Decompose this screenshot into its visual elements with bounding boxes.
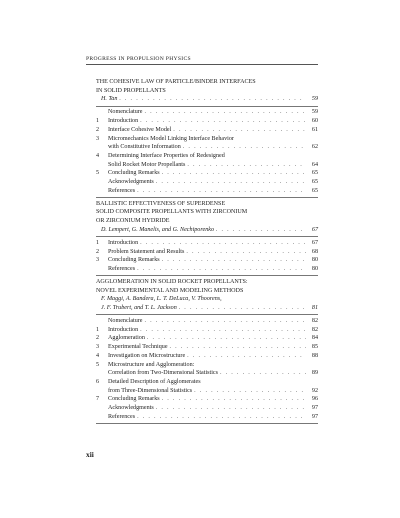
leader-dots	[138, 326, 306, 335]
section-title: Problem Statement and Results	[108, 248, 185, 255]
toc-entry	[96, 361, 318, 378]
leader-dots	[181, 143, 306, 152]
section-page: 97	[311, 413, 318, 420]
section-page: 80	[311, 265, 318, 272]
section-title: Nomenclature	[108, 109, 143, 116]
author-names: J. F. Trubert, and T. L. Jackson	[101, 305, 177, 312]
leader-dots	[168, 343, 306, 352]
section-number: 5	[96, 170, 100, 177]
toc-entry-line	[96, 126, 318, 135]
section-rule	[96, 106, 318, 107]
section-title: Introduction	[108, 118, 139, 125]
page-number: xii	[86, 450, 94, 459]
toc-entry	[96, 326, 318, 335]
leader-dots	[214, 226, 306, 235]
toc-entry	[96, 108, 318, 117]
section-number: 4	[96, 352, 100, 359]
toc-entry	[96, 378, 318, 395]
section-page: 60	[311, 118, 318, 125]
article-title-line: AGGLOMERATION IN SOLID ROCKET PROPELLANTS:	[96, 278, 248, 285]
toc-entry-line	[96, 187, 318, 196]
table-of-contents	[96, 78, 318, 426]
toc-entry-line	[96, 108, 318, 117]
article-page: 67	[311, 226, 318, 233]
toc-entry-line	[96, 178, 318, 187]
section-title: Solid Rocket Motor Propellants	[108, 161, 186, 168]
article-authors	[96, 295, 318, 304]
leader-dots	[192, 387, 306, 396]
toc-entry	[96, 187, 318, 196]
section-page: 59	[311, 109, 318, 116]
section-title: Introduction	[108, 326, 139, 333]
section-page: 64	[311, 161, 318, 168]
section-title: Concluding Remarks	[108, 396, 160, 403]
section-page: 92	[311, 387, 318, 394]
leader-dots	[185, 352, 306, 361]
article-title-line: NOVEL EXPERIMENTAL AND MODELING METHODS	[96, 287, 244, 294]
toc-entry-line	[96, 117, 318, 126]
section-number: 2	[96, 335, 100, 342]
toc-entry-line	[96, 317, 318, 326]
section-number: 7	[96, 396, 100, 403]
toc-entry	[96, 256, 318, 265]
toc-entry	[96, 395, 318, 404]
section-page: 96	[311, 396, 318, 403]
section-number: 2	[96, 126, 100, 133]
section-number: 4	[96, 152, 100, 159]
section-page: 82	[311, 326, 318, 333]
toc-entry-line	[96, 413, 318, 422]
section-page: 68	[311, 248, 318, 255]
leader-dots	[138, 117, 306, 126]
section-title: Experimental Technique	[108, 344, 168, 351]
section-page: 85	[311, 344, 318, 351]
toc-entry-line	[96, 265, 318, 274]
toc-entry	[96, 239, 318, 248]
header-rule	[86, 64, 318, 65]
toc-entry-line	[96, 152, 318, 161]
section-number: 1	[96, 118, 100, 125]
article-page: 81	[311, 305, 318, 312]
section-title: Interface Cohesive Model	[108, 126, 172, 133]
toc-entry-line	[96, 361, 318, 370]
section-number: 6	[96, 378, 100, 385]
toc-entry-line	[96, 387, 318, 396]
section-rule	[96, 236, 318, 237]
section-title: Concluding Remarks	[108, 170, 160, 177]
section-title: Agglomeration	[108, 335, 145, 342]
toc-entry	[96, 334, 318, 343]
section-title: Nomenclature	[108, 318, 143, 325]
toc-article	[96, 200, 318, 276]
section-number: 3	[96, 344, 100, 351]
toc-entry	[96, 248, 318, 257]
toc-entry-line	[96, 326, 318, 335]
section-title: Concluding Remarks	[108, 257, 160, 264]
toc-entry-line	[96, 378, 318, 387]
toc-entry	[96, 352, 318, 361]
leader-dots	[184, 248, 306, 257]
toc-entry-line	[96, 248, 318, 257]
toc-entry-line	[96, 343, 318, 352]
leader-dots	[117, 95, 306, 104]
section-title: References	[108, 187, 136, 194]
toc-entry-line	[96, 334, 318, 343]
leader-dots	[160, 169, 306, 178]
section-title: Determining Interface Properties of Redesigned	[108, 152, 225, 159]
section-title: References	[108, 265, 136, 272]
toc-entry	[96, 126, 318, 135]
toc-entry	[96, 178, 318, 187]
section-page: 89	[311, 370, 318, 377]
leader-dots	[138, 239, 306, 248]
section-rule	[96, 275, 318, 276]
toc-entry	[96, 135, 318, 152]
toc-entry	[96, 152, 318, 169]
leader-dots	[135, 265, 306, 274]
toc-entry-line	[96, 256, 318, 265]
toc-entry	[96, 169, 318, 178]
toc-entry	[96, 317, 318, 326]
author-names: D. Lempert, G. Manelis, and G. Nechiporenko	[101, 226, 214, 233]
toc-entry-line	[96, 161, 318, 170]
toc-entry-line	[96, 143, 318, 152]
leader-dots	[160, 256, 306, 265]
article-authors	[96, 95, 318, 104]
author-names: F. Maggi, A. Bandera, L. T. DeLuca, V. Thoorens,	[101, 296, 222, 303]
toc-entry-line	[96, 395, 318, 404]
section-number: 1	[96, 326, 100, 333]
section-rule	[96, 197, 318, 198]
section-rule	[96, 314, 318, 315]
article-title-line: THE COHESIVE LAW OF PARTICLE/BINDER INTERFACES	[96, 79, 256, 85]
section-page: 97	[311, 405, 318, 412]
section-title: with Constitutive Information	[108, 144, 181, 151]
section-title: Introduction	[108, 239, 139, 246]
toc-entry-line	[96, 239, 318, 248]
section-page: 62	[311, 144, 318, 151]
leader-dots	[185, 161, 306, 170]
author-names: H. Tan	[101, 96, 118, 103]
leader-dots	[143, 108, 306, 117]
leader-dots	[145, 334, 306, 343]
leader-dots	[154, 178, 306, 187]
leader-dots	[218, 369, 306, 378]
leader-dots	[154, 404, 306, 413]
toc-entry-line	[96, 169, 318, 178]
section-number: 2	[96, 248, 100, 255]
section-title: Correlation from Two-Dimensional Statistics	[108, 370, 218, 377]
toc-article	[96, 78, 318, 198]
running-head: PROGRESS IN PROPULSION PHYSICS	[86, 56, 191, 62]
toc-article	[96, 278, 318, 424]
section-title: from Three-Dimensional Statistics	[108, 387, 193, 394]
section-title: Investigation on Microstructure	[108, 352, 186, 359]
toc-entry-line	[96, 352, 318, 361]
article-title-line: OR ZIRCONIUM HYDRIDE	[96, 218, 170, 225]
toc-entry	[96, 404, 318, 413]
section-title: References	[108, 413, 136, 420]
section-title: Detailed Description of Agglomerates	[108, 378, 201, 385]
leader-dots	[135, 413, 306, 422]
leader-dots	[135, 187, 306, 196]
section-number: 5	[96, 361, 100, 368]
section-page: 82	[311, 318, 318, 325]
section-page: 65	[311, 187, 318, 194]
article-page: 59	[311, 96, 318, 103]
toc-entry	[96, 413, 318, 422]
toc-entry-line	[96, 135, 318, 144]
section-number: 3	[96, 135, 100, 142]
section-page: 67	[311, 239, 318, 246]
leader-dots	[177, 304, 306, 313]
article-authors	[96, 304, 318, 313]
section-page: 88	[311, 352, 318, 359]
toc-entry-line	[96, 369, 318, 378]
leader-dots	[143, 317, 306, 326]
toc-entry-line	[96, 404, 318, 413]
section-page: 80	[311, 257, 318, 264]
leader-dots	[160, 395, 306, 404]
leader-dots	[171, 126, 306, 135]
toc-entry	[96, 117, 318, 126]
section-number: 3	[96, 257, 100, 264]
toc-entry	[96, 343, 318, 352]
article-title-line: IN SOLID PROPELLANTS	[96, 87, 166, 94]
section-title: Micromechanics Model Linking Interface Behavior	[108, 135, 234, 142]
section-title: Microstructure and Agglomeration:	[108, 361, 195, 368]
section-page: 65	[311, 170, 318, 177]
section-page: 65	[311, 179, 318, 186]
article-title-line: SOLID COMPOSITE PROPELLANTS WITH ZIRCONIUM	[96, 209, 248, 216]
section-number: 1	[96, 239, 100, 246]
article-authors	[96, 226, 318, 235]
toc-entry	[96, 265, 318, 274]
section-title: Acknowledgments	[108, 179, 154, 186]
section-page: 84	[311, 335, 318, 342]
article-title-line: BALLISTIC EFFECTIVENESS OF SUPERDENSE	[96, 200, 226, 207]
section-rule	[96, 423, 318, 424]
section-page: 61	[311, 126, 318, 133]
section-title: Acknowledgments	[108, 405, 154, 412]
